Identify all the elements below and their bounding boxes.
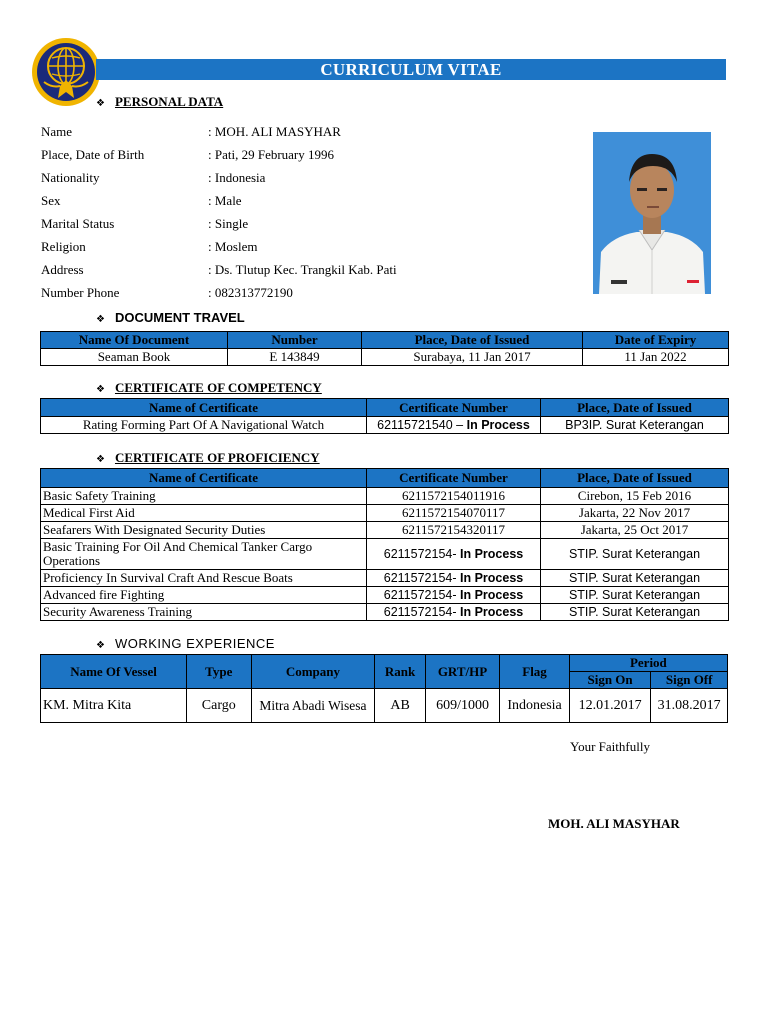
table-row [41, 604, 729, 621]
field-value: : 082313772190 [208, 285, 293, 300]
col-header: Name of Certificate [41, 399, 367, 417]
col-header: Place, Date of Issued [362, 332, 583, 349]
col-header: Name Of Document [41, 332, 228, 349]
col-header: Name Of Vessel [41, 655, 187, 689]
field-label: Number Phone [41, 285, 120, 300]
table-cell: Rating Forming Part Of A Navigational Watch [41, 417, 367, 434]
ministry-logo-icon [30, 36, 102, 108]
table-cell: 6211572154320117 [367, 522, 541, 539]
col-header: Rank [375, 655, 425, 689]
closing-text: Your Faithfully [570, 739, 650, 754]
table-cell: KM. Mitra Kita [41, 689, 187, 723]
table-cell: 6211572154070117 [367, 505, 541, 522]
table-cell: STIP. Surat Keterangan [541, 587, 729, 604]
col-header: Company [251, 655, 375, 689]
col-header: Certificate Number [367, 469, 541, 488]
table-cell: 6211572154011916 [367, 488, 541, 505]
table-cell: E 143849 [228, 349, 362, 366]
table-cell: STIP. Surat Keterangan [541, 570, 729, 587]
table-cell: AB [375, 689, 425, 723]
diamond-bullet-icon: ❖ [96, 98, 105, 109]
working-experience-table [40, 654, 728, 723]
field-label: Marital Status [41, 216, 115, 231]
table-cell: STIP. Surat Keterangan [541, 539, 729, 570]
field-label: Address [41, 262, 84, 277]
proficiency-table [40, 468, 729, 621]
section-competency: ❖ CERTIFICATE OF COMPETENCY [96, 380, 322, 395]
table-cell: Security Awareness Training [41, 604, 367, 621]
field-label: Sex [41, 193, 61, 208]
section-working-experience: ❖ WORKING EXPERIENCE [96, 636, 275, 651]
table-cell: Jakarta, 25 Oct 2017 [541, 522, 729, 539]
col-header: Name of Certificate [41, 469, 367, 488]
table-cell: Indonesia [500, 689, 570, 723]
col-header: Flag [500, 655, 570, 689]
table-cell: Proficiency In Survival Craft And Rescue Boats [41, 570, 367, 587]
col-header-period: Period [569, 655, 727, 672]
table-cell: Cargo [187, 689, 251, 723]
table-cell: Medical First Aid [41, 505, 367, 522]
cv-title: CURRICULUM VITAE [96, 59, 726, 80]
profile-photo [593, 132, 711, 294]
diamond-bullet-icon: ❖ [96, 454, 105, 465]
table-cell: 12.01.2017 [569, 689, 651, 723]
col-header: Date of Expiry [583, 332, 729, 349]
section-document-travel: ❖ DOCUMENT TRAVEL [96, 310, 245, 325]
diamond-bullet-icon: ❖ [96, 384, 105, 395]
competency-table [40, 398, 729, 434]
col-header: Number [228, 332, 362, 349]
table-row [41, 570, 729, 587]
diamond-bullet-icon: ❖ [96, 640, 105, 651]
col-header: Place, Date of Issued [541, 399, 729, 417]
field-label: Place, Date of Birth [41, 147, 145, 162]
field-value: : Ds. Tlutup Kec. Trangkil Kab. Pati [208, 262, 397, 277]
table-cell: 609/1000 [425, 689, 500, 723]
field-value: : Single [208, 216, 249, 231]
table-row [41, 587, 729, 604]
table-cell: STIP. Surat Keterangan [541, 604, 729, 621]
col-header: Certificate Number [367, 399, 541, 417]
table-row [41, 539, 729, 570]
table-row [41, 522, 729, 539]
table-cell: Cirebon, 15 Feb 2016 [541, 488, 729, 505]
table-cell: 6211572154- In Process [367, 604, 541, 621]
table-cell: Basic Training For Oil And Chemical Tanker Cargo Operations [41, 539, 367, 570]
table-cell: Basic Safety Training [41, 488, 367, 505]
field-value: : Moslem [208, 239, 258, 254]
table-cell: 62115721540 – In Process [367, 417, 541, 434]
col-header: Sign On [569, 672, 651, 689]
diamond-bullet-icon: ❖ [96, 314, 105, 325]
section-personal-data: ❖ PERSONAL DATA [96, 94, 224, 109]
field-label: Religion [41, 239, 86, 254]
table-cell: 6211572154- In Process [367, 539, 541, 570]
field-label: Name [41, 124, 73, 139]
table-cell: Seaman Book [41, 349, 228, 366]
table-cell: Surabaya, 11 Jan 2017 [362, 349, 583, 366]
field-value: : MOH. ALI MASYHAR [208, 124, 341, 139]
table-cell: Seafarers With Designated Security Duties [41, 522, 367, 539]
table-row [41, 505, 729, 522]
section-proficiency: ❖ CERTIFICATE OF PROFICIENCY [96, 450, 320, 465]
table-cell: 11 Jan 2022 [583, 349, 729, 366]
signature-name: MOH. ALI MASYHAR [548, 816, 680, 831]
col-header: Sign Off [651, 672, 728, 689]
col-header: Type [187, 655, 251, 689]
document-travel-table [40, 331, 729, 366]
table-cell: 6211572154- In Process [367, 570, 541, 587]
col-header: Place, Date of Issued [541, 469, 729, 488]
field-value: : Pati, 29 February 1996 [208, 147, 335, 162]
table-cell: 31.08.2017 [651, 689, 728, 723]
field-value: : Male [208, 193, 242, 208]
table-cell: 6211572154- In Process [367, 587, 541, 604]
table-cell: Jakarta, 22 Nov 2017 [541, 505, 729, 522]
col-header: GRT/HP [425, 655, 500, 689]
field-value: : Indonesia [208, 170, 266, 185]
table-row [41, 488, 729, 505]
table-cell: BP3IP. Surat Keterangan [541, 417, 729, 434]
field-label: Nationality [41, 170, 100, 185]
table-cell: Mitra Abadi Wisesa [251, 689, 375, 723]
table-cell: Advanced fire Fighting [41, 587, 367, 604]
